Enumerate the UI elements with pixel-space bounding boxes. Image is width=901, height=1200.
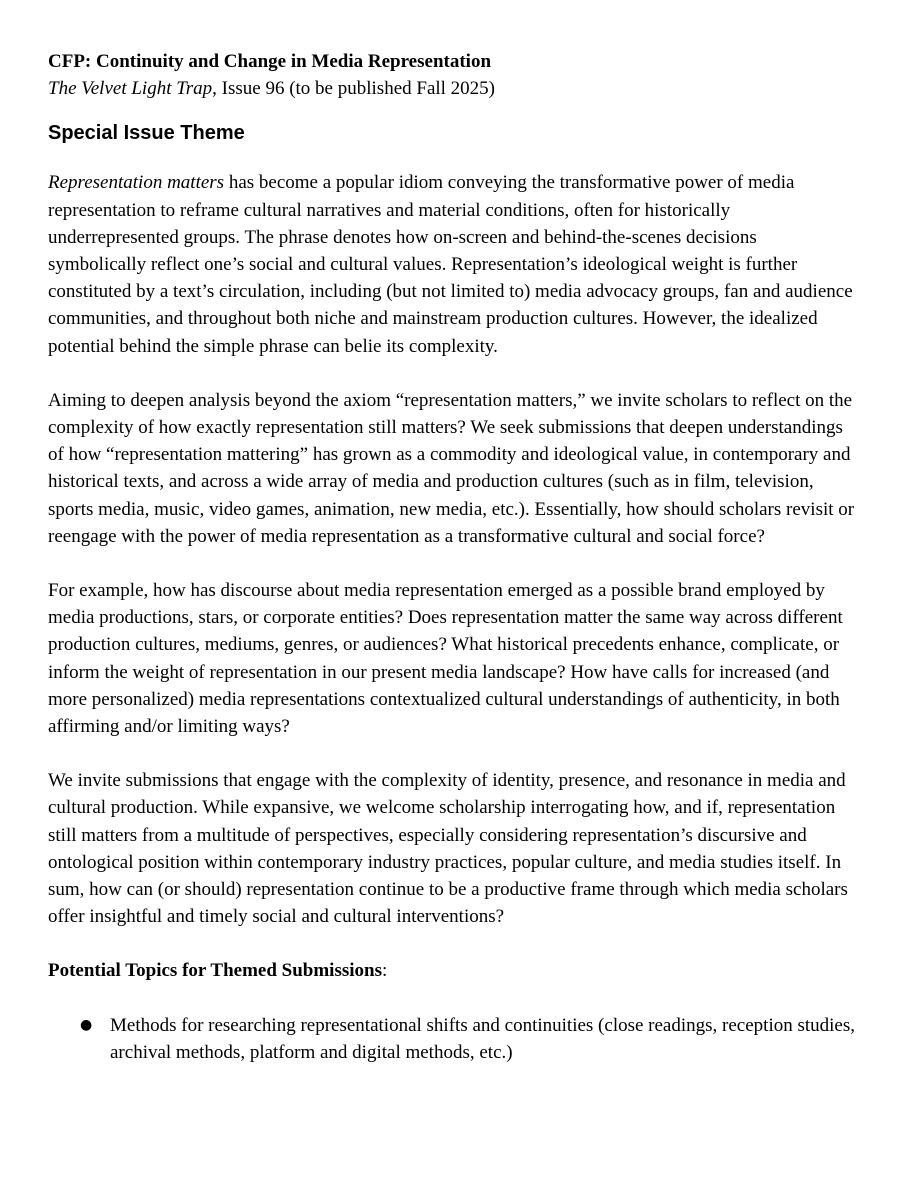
bullet-icon: ● (80, 1016, 93, 1033)
issue-info: , Issue 96 (to be published Fall 2025) (212, 78, 496, 100)
paragraph-3: For example, how has discourse about media representation emerged as a possible brand employed by media productions, stars, or corporate entities? Does representation matter the same way across different production cultures, mediums, genres, or audiences? What historical precedents enhance, complicate, or inform the weight of representation in our present media landscape? How have calls for increased (and more personalized) media representations contextualized cultural understandings of authenticity, in both affirming and/or limiting ways? (48, 580, 843, 738)
page-title: CFP: Continuity and Change in Media Representation (48, 51, 492, 72)
list-item-text: Methods for researching representational shifts and continuities (close readings, reception studies, archival methods, platform and digital methods, etc.) (110, 1014, 855, 1063)
paragraph-4: We invite submissions that engage with the complexity of identity, presence, and resonance in media and cultural production. While expansive, we welcome scholarship interrogating how, and if, representation still matters from a multitude of perspectives, especially considering representation’s discursive and ontological position within contemporary industry practices, popular culture, and media studies itself. In sum, how can (or should) representation continue to be a productive frame through which media scholars offer insightful and timely social and cultural interventions? (48, 770, 848, 928)
topics-heading-label: Potential Topics for Themed Submissions (48, 960, 382, 982)
document-page (48, 48, 858, 1066)
topics-list (48, 1012, 858, 1066)
paragraph-2: Aiming to deepen analysis beyond the axiom “representation matters,” we invite scholars to reflect on the complexity of how exactly representation still matters? We seek submissions that deepen understandings of how “representation mattering” has grown as a commodity and ideological value, in contemporary and historical texts, and across a wide array of media and production cultures (such as in film, television, sports media, music, video games, animation, new media, etc.). Essentially, how should scholars revisit or reengage with the power of media representation as a transformative cultural and social force? (48, 389, 855, 547)
paragraph-1-text: has become a popular idiom conveying the transformative power of media representation to reframe cultural narratives and material conditions, often for historically underrepresented groups. The phrase denotes how on-screen and behind-the-scenes decisions symbolically reflect one’s social and cultural values. Representation’s ideological weight is further constituted by a text’s circulation, including (but not limited to) media advocacy groups, fan and audience communities, and throughout both niche and mainstream production cultures. However, the idealized potential behind the simple phrase can belie its complexity. (48, 172, 853, 357)
topics-heading (48, 957, 858, 984)
paragraph-1-italic-phrase: Representation matters (48, 172, 225, 194)
journal-issue-line (48, 75, 858, 102)
section-heading-theme: Special Issue Theme (48, 122, 245, 145)
topics-heading-colon: : (381, 960, 388, 982)
list-item (48, 1012, 858, 1066)
paragraph-1 (48, 169, 858, 359)
journal-name: The Velvet Light Trap (48, 78, 213, 100)
